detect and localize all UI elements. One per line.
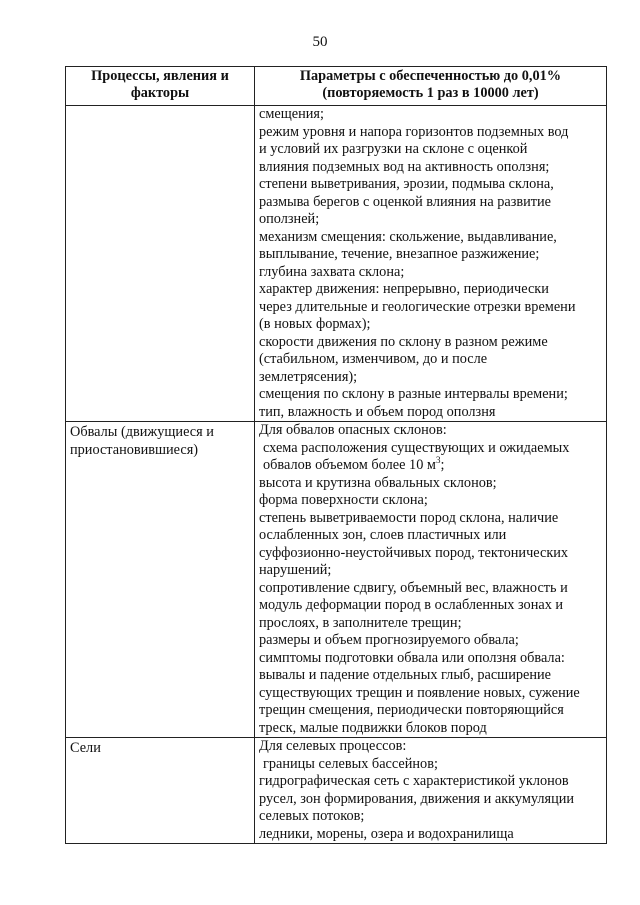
page-number: 50 [312,34,328,50]
header-text-line: Параметры с обеспеченностью до 0,01% [299,68,562,84]
parameter-line: смещения; [259,106,324,122]
parameter-line: механизм смещения: скольжение, выдавливание, [259,228,557,245]
factor-cell: Обвалы (движущиеся и приостановившиеся) [66,422,255,738]
parameter-line: селевых потоков; [259,808,365,824]
parameter-line: размеры и объем прогнозируемого обвала; [259,632,519,648]
parameter-line: степени выветривания, эрозии, подмыва склона, [259,176,554,192]
parameter-line: ледники, морены, озера и водохранилища [259,825,514,842]
header-processes [66,67,255,106]
parameter-line: существующих трещин и появление новых, сужение [259,684,580,701]
parameter-text-tail: ; [440,457,445,473]
superscript: 3 [435,455,441,466]
parameter-line: характер движения: непрерывно, периодически [259,281,549,297]
parameter-line: русел, зон формирования, движения и аккумуляции [259,790,575,807]
parameter-line: модуль деформации пород в ослабленных зонах и [259,597,564,613]
factor-cell: Сели [66,738,255,844]
parameter-line: схема расположения существующих и ожидаемых [263,439,570,456]
parameter-line: трещин смещения, периодически повторяющийся [259,702,564,718]
parameter-line: вывалы и падение отдельных глыб, расширение [259,667,551,683]
table-body [66,106,607,844]
parameter-line [259,457,604,475]
parameter-line: смещения по склону в разные интервалы времени; [259,386,568,402]
parameter-line: (стабильном, изменчивом, до и после [259,351,488,367]
header-text-line: Процессы, явления и [91,68,229,84]
parameter-line: сопротивление сдвигу, объемный вес, влажность и [259,579,568,596]
parameter-line: скорости движения по склону в разном режиме [259,333,548,350]
table-row [66,422,607,738]
parameter-line: землетрясения); [259,368,358,385]
parameter-line: выплывание, течение, внезапное разжижение; [259,246,540,262]
parameter-line: границы селевых бассейнов; [263,755,438,772]
parameter-line: высота и крутизна обвальных склонов; [259,474,497,491]
header-parameters [255,67,607,106]
parameter-line: нарушений; [259,562,332,578]
factor-cell [66,106,255,422]
parameter-line: размыва берегов с оценкой влияния на развитие [259,193,552,210]
parameter-line: тип, влажность и объем пород оползня [259,403,496,420]
table-row [66,738,607,844]
parameters-cell [255,106,607,422]
parameter-line: прослоях, в заполнителе трещин; [259,614,462,631]
parameters-cell [255,422,607,738]
parameter-line: симптомы подготовки обвала или оползня обвала: [259,649,565,666]
parameter-line: оползней; [259,211,320,227]
parameter-line: степень выветриваемости пород склона, наличие [259,509,559,526]
table-row [66,106,607,422]
parameter-line: форма поверхности склона; [259,492,428,508]
header-text-line: (повторяемость 1 раз в 10000 лет) [322,85,539,101]
parameter-line: влияния подземных вод на активность оползня; [259,158,550,175]
parameter-line: гидрографическая сеть с характеристикой уклонов [259,773,569,789]
parameter-text: обвалов объемом более 10 м [263,457,436,473]
header-text-line: факторы [130,85,190,101]
parameter-line: режим уровня и напора горизонтов подземных вод [259,123,569,140]
parameter-line: глубина захвата склона; [259,263,405,280]
parameters-cell [255,738,607,844]
parameter-line: (в новых формах); [259,316,371,332]
table-header-row [66,67,607,106]
parameter-line: через длительные и геологические отрезки времени [259,298,576,315]
parameters-table [65,66,607,844]
parameter-line: и условий их разгрузки на склоне с оценкой [259,141,528,157]
parameter-line: ослабленных зон, слоев пластичных или [259,527,507,543]
parameter-line: суффозионно-неустойчивых пород, тектонических [259,544,569,561]
parameter-line: треск, малые подвижки блоков пород [259,719,487,736]
parameter-line: Для селевых процессов: [259,738,407,754]
parameter-line: Для обвалов опасных склонов: [259,422,447,438]
